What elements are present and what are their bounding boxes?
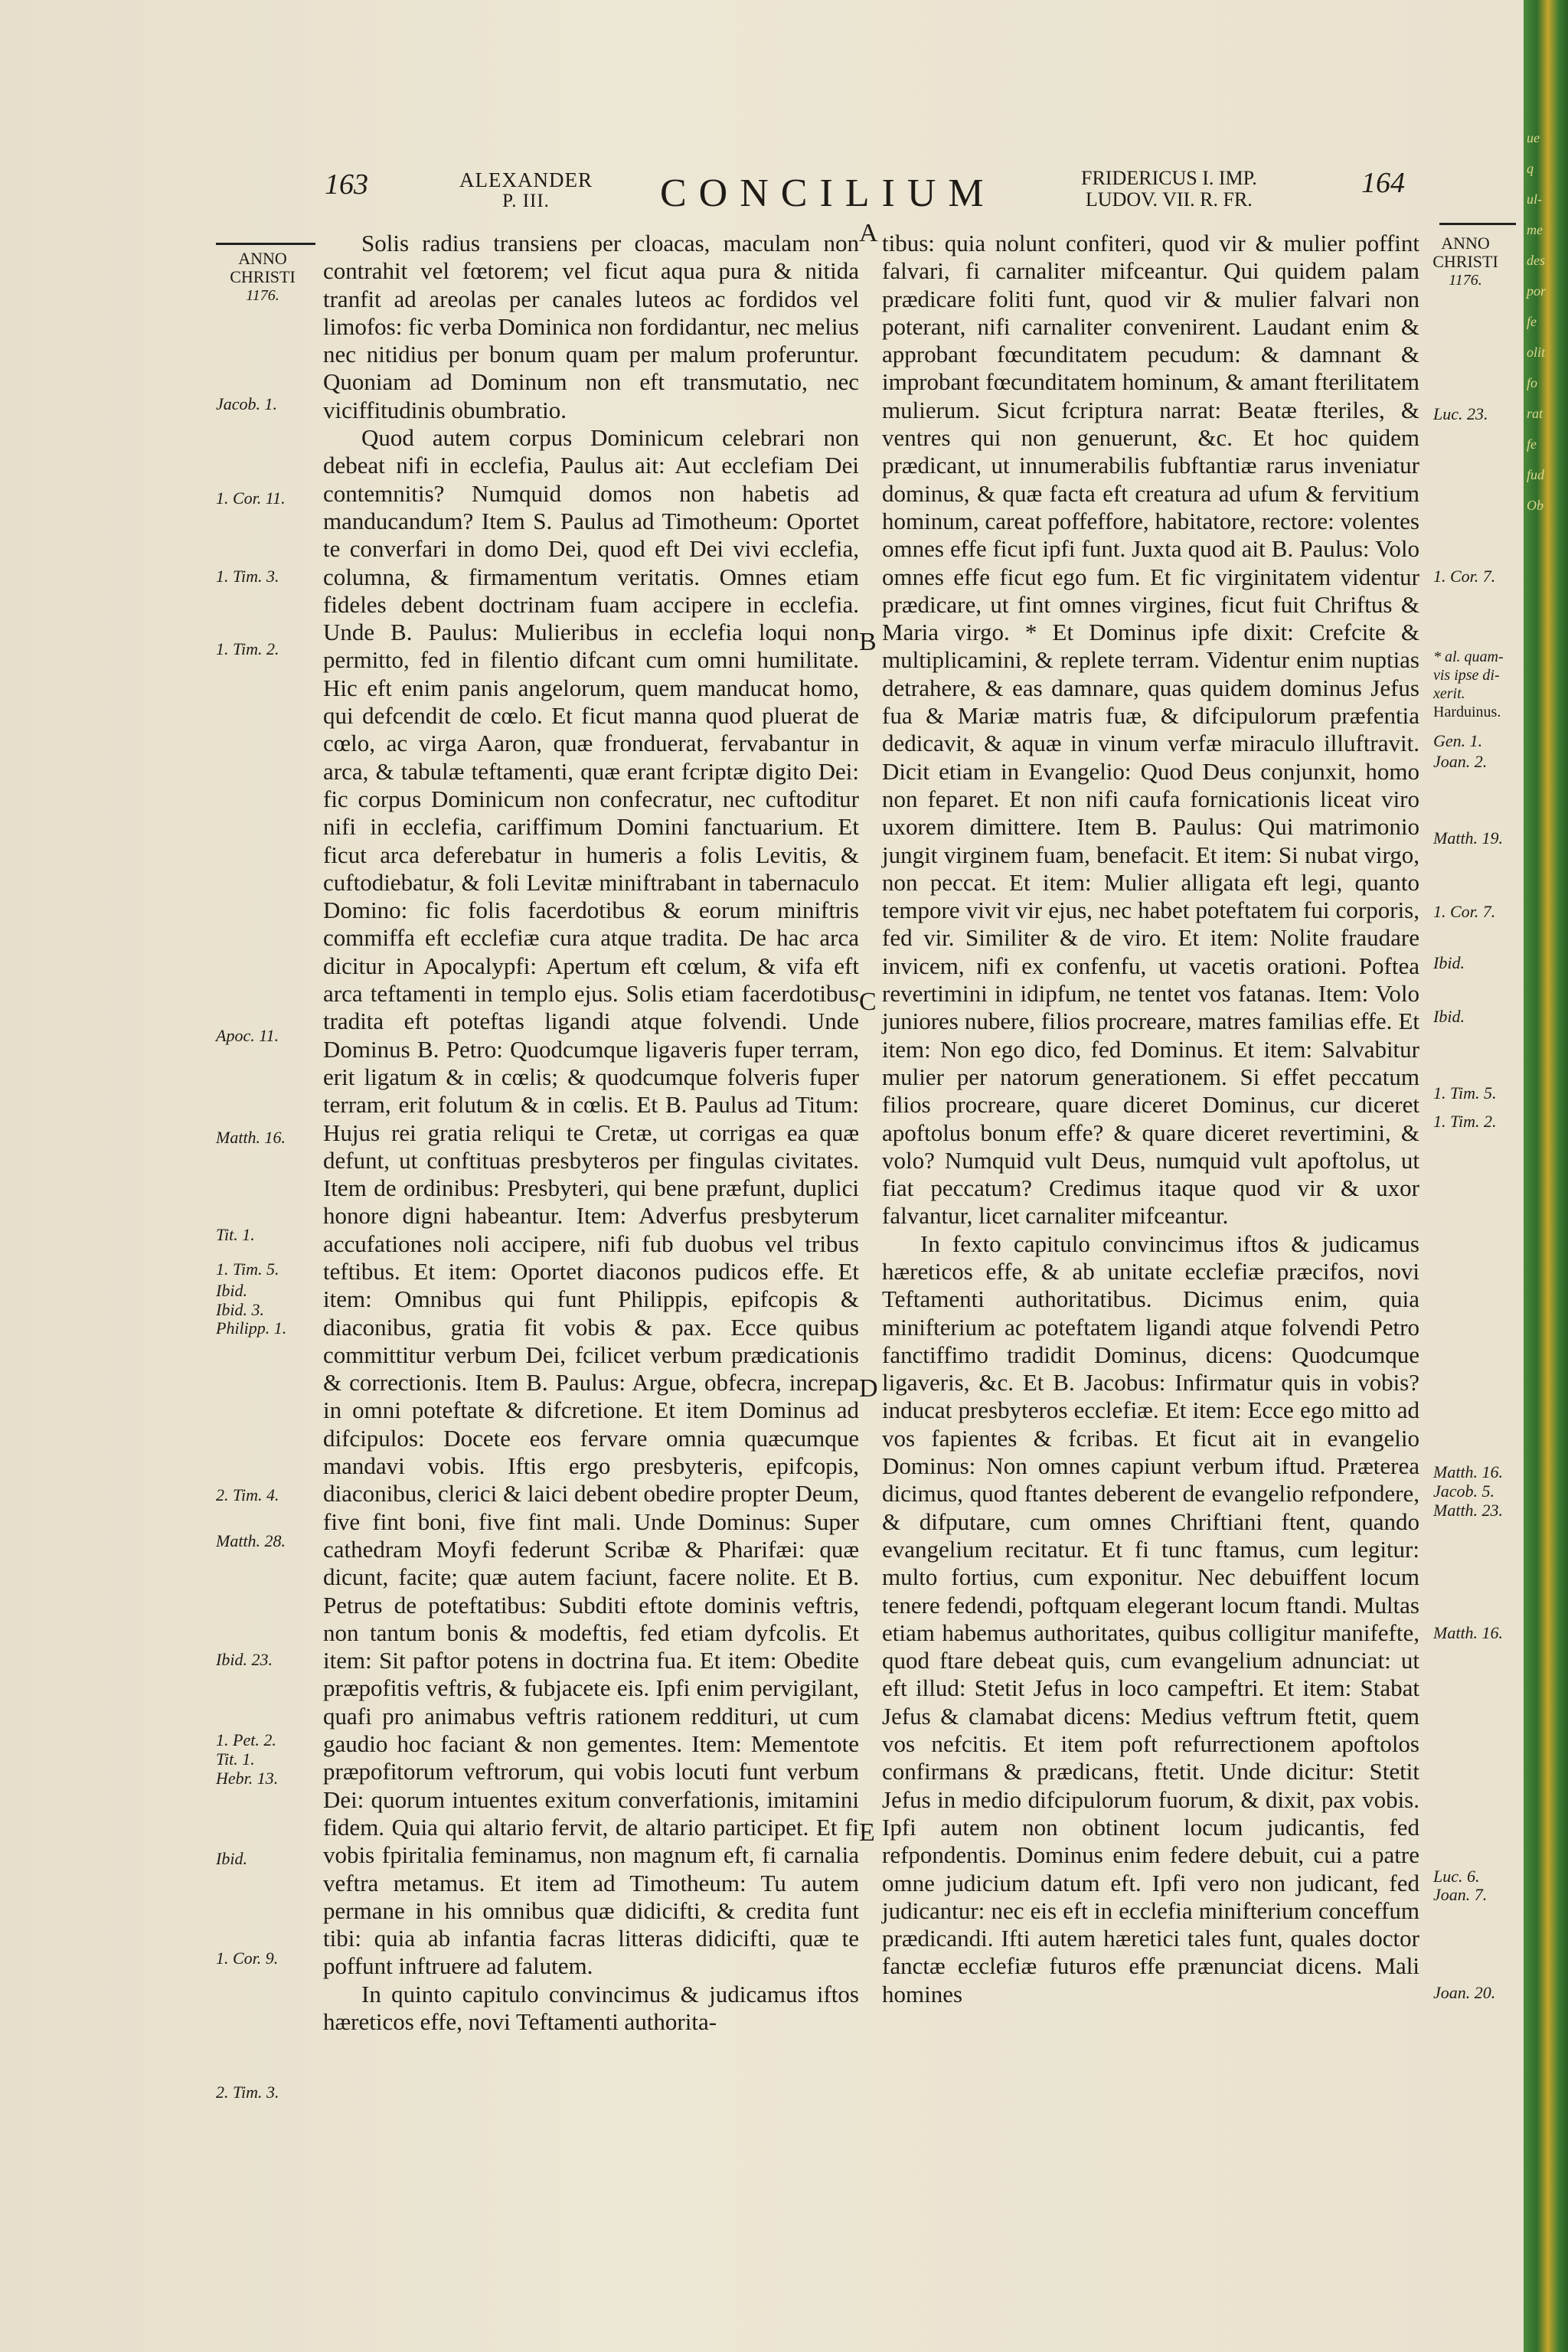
- margin-reference: Joan. 7.: [1433, 1885, 1488, 1904]
- paragraph: Solis radius transiens per cloacas, maculam non contrahit vel fœtorem; vel ficut aqua pura & nitida tranfit ad areolas per canales luteos ac fordidos vel limofos: fic verba Dominica non fordidantur, nec melius nec nitidius per bonum quam per malum proferuntur. Quoniam ad Dominum non eft transmutatio, nec viciffitudinis obumbratio.: [323, 230, 859, 423]
- adjacent-page-fragments: ue q ul- me des por fe olit fo rat fe fud Ob: [1527, 130, 1547, 513]
- margin-reference: 1. Cor. 11.: [216, 488, 286, 508]
- margin-reference: Ibid. 3.: [216, 1300, 264, 1319]
- margin-reference: Matth. 19.: [1433, 828, 1504, 848]
- left-heading-line1: ALEXANDER: [459, 168, 593, 191]
- margin-reference: Apoc. 11.: [216, 1026, 279, 1045]
- margin-reference: Joan. 20.: [1433, 1983, 1496, 2002]
- left-column: [323, 230, 859, 2036]
- section-letter: C: [859, 988, 877, 1016]
- right-heading-line2: LUDOV. VII. R. FR.: [1085, 188, 1253, 211]
- note-line: Harduinus.: [1433, 704, 1501, 720]
- margin-reference: Tit. 1.: [216, 1749, 255, 1769]
- paragraph: In quinto capitulo convincimus & judicamus iftos hæreticos effe, novi Teftamenti authorita-: [323, 1980, 859, 2035]
- margin-reference: Jacob. 5.: [1433, 1481, 1495, 1501]
- margin-reference: Tit. 1.: [216, 1225, 255, 1244]
- margin-reference: 1. Cor. 7.: [1433, 902, 1496, 921]
- margin-reference: 1. Tim. 2.: [1433, 1112, 1497, 1131]
- margin-reference: Jacob. 1.: [216, 394, 278, 413]
- margin-reference: Matth. 28.: [216, 1531, 286, 1550]
- margin-reference: 1. Tim. 5.: [216, 1259, 279, 1279]
- anno-christi-left: [220, 250, 305, 305]
- anno-christi-right: [1427, 234, 1504, 289]
- margin-reference: Hebr. 13.: [216, 1769, 279, 1788]
- page-number-right: 164: [1361, 167, 1405, 199]
- margin-reference: Ibid.: [1433, 953, 1465, 972]
- right-heading-line1: FRIDERICUS I. IMP.: [1081, 167, 1257, 189]
- section-letter: B: [859, 628, 877, 656]
- margin-reference: 1. Tim. 3.: [216, 567, 279, 586]
- margin-reference: Matth. 16.: [1433, 1462, 1504, 1481]
- paragraph: In fexto capitulo convincimus iftos & judicamus hæreticos effe, & ab unitate ecclefiæ præcifos, novi Teftamenti authoritatibus. Dicimus enim, quia minifterium ac poteftatem ligandi atque folvendi Petro fanctiffimo tradidit Dominus, dicens: Quodcumque ligaveris, &c. Et B. Jacobus: Infirmatur quis in vobis? inducat presbyteros ecclefiæ. Et item: Ecce ego mitto ad vos fapientes & fcribas. Et ficut ait in evangelio Dominus: Non omnes capiunt verbum iftud. Præterea dicimus, quod ftantes deberent de evangelio refpondere, & difputare, cum omnes Chriftiani ftent, quando evangelium recitatur. Et fi tunc ftamus, cum legitur: multo fortius, cum exponitur. Nec debuiffent locum tenere fedendi, poftquam elegerant locum ftandi. Multas etiam habemus authoritates, quibus colligitur manifefte, quod ftare debeat quis, cum evangelium adnunciat: ut eft illud: Stetit Jefus in loco campeftri. Et item: Stabat Jefus & clamabat dicens: Medius veftrum ftetit, quem vos nefcitis. Et item poft refurrectionem apoftolos confirmans & prædicans, ftetit. Unde dicitur: Stetit Jefus in medio difcipulorum fuorum, & dixit, pax vobis. Ipfi autem non obtinent locum judicantis, fed refpondentis. Dominus enim federe debuit, cui a patre omne judicium datum eft. Ipfi vero non judicant, fed judicantur: nec eis eft in ecclefia minifterium conceffum prædicandi. Ifti autem hæretici tales funt, quales doctor fanctæ ecclefiæ futuros effe prænunciat dicens. Mali homines: [882, 1230, 1419, 2007]
- margin-reference: Matth. 23.: [1433, 1501, 1504, 1520]
- margin-reference: Joan. 2.: [1433, 752, 1488, 771]
- note-line: xerit.: [1433, 685, 1465, 702]
- paragraph: tibus: quia nolunt confiteri, quod vir & mulier poffint falvari, fi carnaliter mifceantur. Qui quidem palam prædicare foliti funt, quod vir & mulier falvari non poterant, nifi carnaliter convenirent. Laudant enim & approbant fœcunditatem pecudum: & damnant & improbant fœcunditatem hominum, & amant fterilitatem mulierum. Sicut fcriptura narrat: Beatæ fteriles, & ventres qui non genuerunt, &c. Et hoc quidem prædicant, ut innumerabilis fubftantiæ rarus inveniatur dominus, & quæ facta eft creatura ad ufum & fervitium hominum, careat poffeffore, habitatore, rectore: volentes omnes effe ficut ipfi funt. Juxta quod ait B. Paulus: Volo omnes effe ficut ego fum. Et fic virginitatem videntur prædicare, ut fint omnes virgines, ficut fuit Chriftus & Maria virgo. * Et Dominus ipfe dixit: Crefcite & multiplicamini, & replete terram. Videntur enim nuptias detrahere, & eas damnare, quas quidem dominus Jefus fua & Mariæ matris fuæ, & difcipulorum præfentia dedicavit, & aquæ in vinum verfæ miraculo illuftravit. Dicit etiam in Evangelio: Quod Deus conjunxit, homo non feparet. Et non nifi caufa fornicationis liceat viro uxorem dimittere. Item B. Paulus: Qui matrimonio jungit virginem fuam, benefacit. Et item: Si nubat virgo, non peccat. Et item: Mulier alligata eft legi, quanto tempore vivit vir ejus, nec habet poteftatem fui corporis, fed vir. Similiter & de viro. Et item: Nolite fraudare invicem, nifi ex confenfu, ut vacetis orationi. Poftea revertimini in idipfum, ne tentet vos fatanas. Item: Volo juniores nubere, filios procreare, matres familias effe. Et item: Non ego dico, fed Dominus. Et item: Salvabitur mulier per natorum generationem. Si effet peccatum filios procreare, quare diceret Dominus, cur diceret apoftolus bonum effe? & quare diceret revertimini, & volo? Numquid vult Deus, numquid vult apoftolus, ut fiat peccatum? Credimus itaque quod vir & uxor falvantur, licet carnaliter mifceantur.: [882, 230, 1419, 1230]
- editorial-note: [1433, 648, 1504, 721]
- christi-label: CHRISTI: [1432, 252, 1498, 271]
- margin-reference: Philipp. 1.: [216, 1318, 287, 1338]
- margin-reference: Gen. 1.: [1433, 731, 1483, 750]
- margin-reference: Ibid.: [216, 1281, 247, 1300]
- note-line: * al. quam-: [1433, 648, 1504, 665]
- note-line: vis ipse di-: [1433, 667, 1500, 684]
- section-letter: E: [859, 1818, 875, 1847]
- section-letter: A: [859, 219, 878, 247]
- page-title: CONCILIUM: [660, 172, 996, 215]
- page-number-left: 163: [325, 168, 368, 201]
- margin-reference: Matth. 16.: [216, 1128, 286, 1147]
- anno-label: ANNO: [238, 249, 287, 268]
- left-heading-line2: P. III.: [502, 191, 550, 211]
- right-heading: [1081, 168, 1257, 211]
- margin-reference: 2. Tim. 3.: [216, 2082, 279, 2102]
- christi-label: CHRISTI: [230, 267, 296, 286]
- anno-year: 1176.: [246, 287, 279, 304]
- margin-reference: 1. Tim. 2.: [216, 639, 279, 658]
- header-rule-right: [1439, 223, 1516, 225]
- margin-reference: 2. Tim. 4.: [216, 1485, 279, 1504]
- right-column: [882, 230, 1419, 2008]
- margin-reference: 1. Pet. 2.: [216, 1730, 276, 1749]
- margin-reference: 1. Cor. 7.: [1433, 567, 1496, 586]
- margin-reference: Ibid.: [216, 1849, 247, 1868]
- margin-reference: Ibid.: [1433, 1007, 1465, 1026]
- paragraph: Quod autem corpus Dominicum celebrari non debeat nifi in ecclefia, Paulus ait: Aut ecclefiam Dei contemnitis? Numquid domos non habetis ad manducandum? Item S. Paulus ad Timotheum: Oportet te converfari in domo Dei, quod eft Dei vivi ecclefia, columna, & firmamentum veritatis. Omnes etiam fideles debent doctrinam fuam accipere in ecclefia. Unde B. Paulus: Mulieribus in ecclefia loqui non permitto, fed in filentio difcant cum omni humilitate. Hic eft enim panis angelorum, quem manducat homo, qui defcendit de cœlo. Et ficut manna quod pluerat de cœlo, ac virga Aaron, quæ fronduerat, fervabantur in arca, & tabulæ teftamenti, quæ erant fcriptæ digito Dei: fic corpus Dominicum non confecratur, nec cuftoditur nifi in ecclefia, cariffimum Domini fanctuarium. Et ficut arca deferebatur in humeris a folis Levitis, & cuftodiebatur, & foli Levitæ miniftrabant in tabernaculo Domino: fic folis facerdotibus & eorum miniftris commiffa eft ecclefiæ cura atque tradita. De hac arca dicitur in Apocalypfi: Apertum eft cœlum, & vifa eft arca teftamenti in templo ejus. Solis etiam facerdotibus tradita eft poteftas ligandi atque folvendi. Unde Dominus B. Petro: Quodcumque ligaveris fuper terram, erit ligatum & in cœlis; & quodcumque folveris fuper terram, erit folutum & in cœlis. Et B. Paulus ad Titum: Hujus rei gratia reliqui te Cretæ, ut corrigas ea quæ defunt, ut conftituas presbyteros per fingulas civitates. Item de ordinibus: Presbyteri, qui bene præfunt, duplici honore digni habeantur. Item: Adverfus presbyterum accufationes noli accipere, nifi fub duobus vel tribus teftibus. Et item: Oportet diaconos pudicos effe. Et item: Omnibus qui funt Philippis, epifcopis & diaconibus, gratia fit vobis & pax. Ecce quibus committitur verbum Dei, fcilicet verbum prædicationis & correctionis. Item B. Paulus: Argue, obfecra, increpa in omni poteftate & difcretione. Et item Dominus ad difcipulos: Docete eos fervare omnia quæcumque mandavi vobis. Iftis ergo presbyteris, epifcopis, diaconibus, clerici & laici debent obedire propter Deum, five fint boni, five fint mali. Unde Dominus: Super cathedram Moyfi federunt Scribæ & Pharifæi: quæ dicunt, facite; quæ autem faciunt, facere nolite. Et B. Petrus de poteftatibus: Subditi eftote dominis veftris, non tantum bonis & modeftis, fed etiam dyfcolis. Et item: Sit paftor potens in doctrina fua. Et item: Obedite præpofitis veftris, & fubjacete eis. Ipfi enim pervigilant, quafi pro animabus veftris rationem reddituri, ut cum gaudio hoc faciant & non gementes. Item: Mementote præpofitorum veftrorum, qui vobis locuti funt verbum Dei: quorum intuentes exitum converfationis, imitamini fidem. Quia qui altario fervit, de altario participet. Et fi vobis fpiritalia feminamus, non magnum eft, fi carnalia veftra metamus. Et item ad Timotheum: Tu autem permane in his omnibus quæ didicifti, & credita funt tibi: quia ab infantia facras litteras didicifti, quæ te poffunt inftruere ad falutem.: [323, 424, 859, 1980]
- anno-year: 1176.: [1449, 272, 1482, 289]
- section-letter: D: [859, 1374, 878, 1403]
- margin-reference: 1. Cor. 9.: [216, 1949, 279, 1968]
- anno-label: ANNO: [1441, 234, 1490, 253]
- margin-reference: Luc. 23.: [1433, 404, 1488, 423]
- margin-reference: 1. Tim. 5.: [1433, 1083, 1497, 1102]
- margin-reference: Ibid. 23.: [216, 1650, 273, 1669]
- running-header: [0, 165, 1524, 226]
- margin-reference: Luc. 6.: [1433, 1867, 1480, 1886]
- left-heading: [459, 169, 593, 212]
- header-rule-left: [216, 243, 315, 245]
- margin-reference: Matth. 16.: [1433, 1623, 1504, 1642]
- page-edge: [1524, 0, 1568, 2352]
